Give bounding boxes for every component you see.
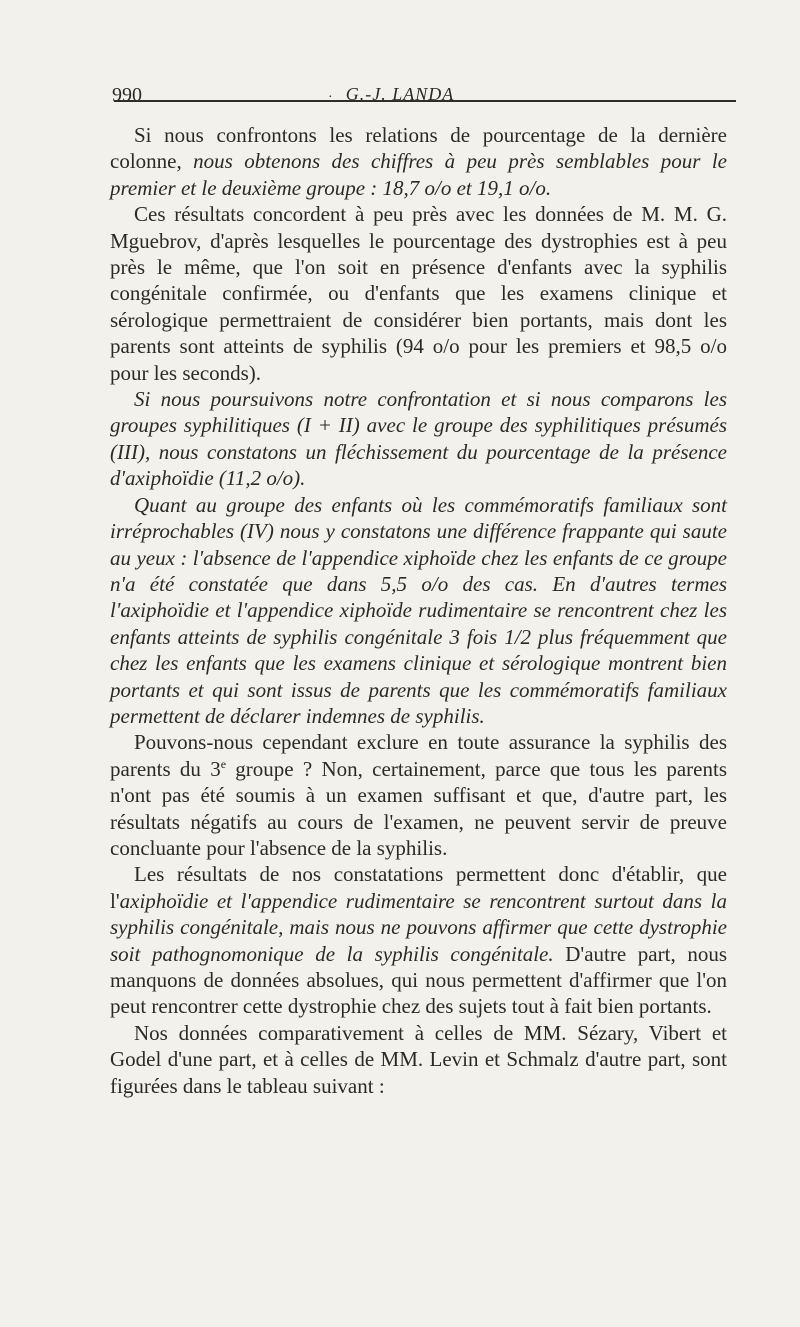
superscript: e: [220, 756, 227, 771]
header-rule: [114, 100, 736, 102]
paragraph-6-italic: axiphoïdie et l'appendice rudimentaire se rencontrent surtout dans la syphilis congénitale, mais nous ne pouvons affirmer que cette dystrophie soit pathognomonique de la syphilis congénitale.: [110, 888, 727, 966]
paragraph-5-text-b: groupe ? Non, certainement, parce que tous les parents n'ont pas été soumis à un examen suffisant et que, d'autre part, les résultats négatifs au cours de l'examen, ne peuvent servir de preuve concluante pour l'absence de la syphilis.: [110, 756, 727, 860]
paragraph-2-text: Ces résultats concordent à peu près avec les données de M. M. G. Mguebrov, d'après lesquelles le pourcentage des dystrophies est à peu près le même, que l'on soit en présence d'enfants avec la syphilis congénitale confirmée, ou d'enfants que les examens clinique et sérologique permettraient de considérer bien portants, mais dont les parents sont atteints de syphilis (94 o/o pour les premiers et 98,5 o/o pour les seconds).: [110, 202, 727, 385]
paragraph-7-text: Nos données comparativement à celles de MM. Sézary, Vibert et Godel d'une part, et à celles de MM. Levin et Schmalz d'autre part, sont figurées dans le tableau suivant :: [110, 1020, 727, 1098]
paragraph-2: [110, 201, 727, 386]
paragraph-6-text-a: Les résultats de nos constatations permettent donc d'établir, que l': [110, 862, 727, 913]
paragraph-3-italic: Si nous poursuivons notre confrontation et si nous comparons les groupes syphilitiques (I + II) avec le groupe des syphilitiques présumés (III), nous constatons un fléchissement du pourcentage de la présence d'axiphoïdie (11,2 o/o).: [110, 387, 727, 491]
paragraph-5: [110, 729, 727, 861]
page-number: 990: [112, 84, 142, 106]
paragraph-6-text-b: D'autre part, nous manquons de données absolues, qui nous permettent d'affirmer que l'on peut rencontrer cette dystrophie chez des sujets tout à fait bien portants.: [110, 941, 727, 1019]
paragraph-1: [110, 122, 727, 201]
body-text: [110, 122, 727, 1099]
running-title: G.-J. LANDA: [345, 84, 455, 104]
paragraph-6: [110, 861, 727, 1019]
paragraph-5-text-a: Pouvons-nous cependant exclure en toute assurance la syphilis des parents du 3: [110, 730, 727, 781]
paragraph-4-italic: Quant au groupe des enfants où les commémoratifs familiaux sont irréprochables (IV) nous y constatons une différence frappante qui saute au yeux : l'absence de l'appendice xiphoïde chez les enfants de ce groupe n'a été constatée que dans 5,5 o/o des cas. En d'autres termes l'axiphoïdie et l'appendice xiphoïde rudimentaire se rencontrent chez les enfants atteints de syphilis congénitale 3 fois 1/2 plus fréquemment que chez les enfants que les examens clinique et sérologique montrent bien portants et qui sont issus de parents que les commémoratifs familiaux permettent de déclarer indemnes de syphilis.: [110, 492, 727, 728]
header-separator: ·: [328, 90, 333, 105]
paragraph-1-italic: nous obtenons des chiffres à peu près semblables pour le premier et le deuxième groupe : 18,7 o/o et 19,1 o/o.: [110, 149, 727, 200]
paragraph-1-text: Si nous confrontons les relations de pourcentage de la dernière colonne,: [110, 123, 727, 174]
paragraph-7: [110, 1020, 727, 1099]
page-header: [0, 84, 800, 114]
paragraph-3: [110, 386, 727, 492]
paragraph-4: [110, 492, 727, 730]
